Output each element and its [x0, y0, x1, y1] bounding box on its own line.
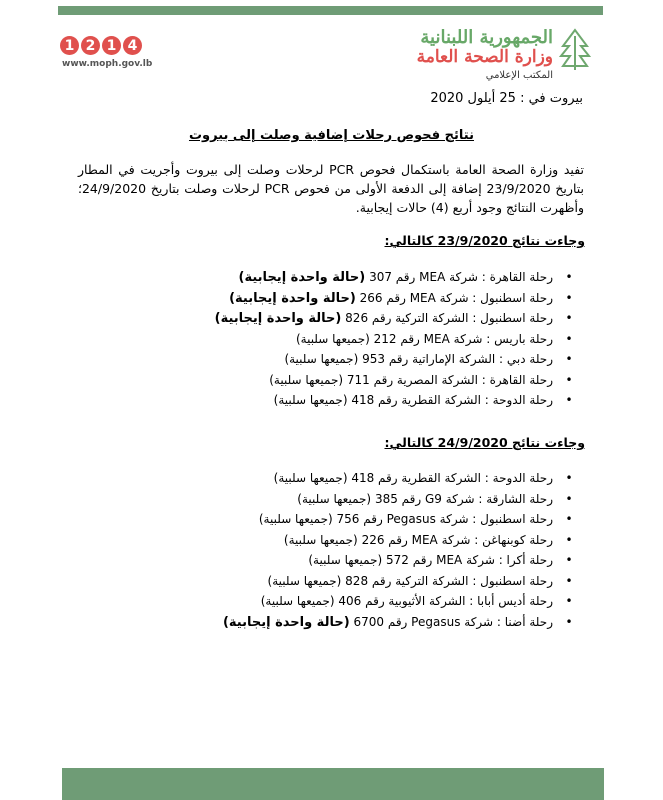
flight-text: رحلة اسطنبول : الشركة التركية رقم 828 (جميعها سلبية): [267, 573, 553, 588]
hotline-digit: 4: [123, 36, 142, 55]
section1-list: [85, 267, 585, 411]
flight-text: رحلة القاهرة : الشركة المصرية رقم 711 (جميعها سلبية): [269, 372, 553, 387]
list-item: [85, 288, 585, 309]
list-item: [85, 509, 585, 530]
hotline-digit: 2: [81, 36, 100, 55]
flight-text: رحلة أضنا : شركة Pegasus رقم 6700: [349, 614, 553, 629]
list-item: [85, 612, 585, 633]
hotline-digit: 1: [102, 36, 121, 55]
list-item: [85, 550, 585, 571]
section2-heading: وجاءت نتائج 24/9/2020 كالتالي:: [384, 435, 585, 450]
positive-result: (حالة واحدة إيجابية): [214, 311, 342, 326]
flight-text: رحلة أكرا : شركة MEA رقم 572 (جميعها سلبية): [308, 553, 553, 567]
list-item: [85, 329, 585, 350]
flight-text: رحلة اسطنبول : الشركة التركية رقم 826: [341, 311, 553, 325]
ministry-logo: [417, 28, 591, 83]
website-url: www.moph.gov.lb: [62, 59, 153, 69]
list-item: [85, 530, 585, 551]
flight-text: رحلة الشارقة : شركة G9 رقم 385 (جميعها سلبية): [297, 491, 553, 506]
flight-text: رحلة كوبنهاغن : شركة MEA رقم 226 (جميعها سلبية): [283, 532, 553, 547]
list-item: [85, 571, 585, 592]
bottom-green-bar: [62, 768, 604, 800]
intro-paragraph: تفيد وزارة الصحة العامة باستكمال فحوص PCR لرحلات وصلت إلى بيروت وأجريت في المطار بتاريخ 23/9/2020 إضافة إلى الدفعة الأولى من فحوص PCR لرحلات وصلت بتاريخ 24/9/2020؛ وأظهرت النتائج وجود أربع (4) حالات إيجابية.: [78, 162, 584, 215]
top-green-bar: [58, 6, 603, 15]
flight-text: رحلة اسطنبول : شركة MEA رقم 266: [355, 290, 553, 305]
positive-result: (حالة واحدة إيجابية): [238, 270, 366, 285]
flight-text: رحلة الدوحة : الشركة القطرية رقم 418 (جميعها سلبية): [273, 393, 553, 407]
flight-text: رحلة الدوحة : الشركة القطرية رقم 418 (جميعها سلبية): [273, 471, 553, 485]
date-line: بيروت في : 25 أيلول 2020: [430, 91, 583, 106]
section2-list: [85, 468, 585, 632]
hotline-digit: 1: [60, 36, 79, 55]
list-item: [85, 591, 585, 612]
list-item: [85, 370, 585, 391]
cedar-icon: [559, 28, 591, 72]
document-title: نتائج فحوص رحلات إضافية وصلت إلى بيروت: [188, 128, 474, 143]
flight-text: رحلة أديس أبابا : الشركة الأثيوبية رقم 406 (جميعها سلبية): [260, 594, 553, 608]
list-item: [85, 267, 585, 288]
list-item: [85, 489, 585, 510]
list-item: [85, 468, 585, 489]
ministry-name: وزارة الصحة العامة: [416, 47, 553, 67]
hotline-badge: [60, 36, 142, 55]
positive-result: (حالة واحدة إيجابية): [222, 614, 350, 630]
section1-heading: وجاءت نتائج 23/9/2020 كالتالي:: [384, 233, 585, 248]
list-item: [85, 349, 585, 370]
flight-text: رحلة القاهرة : شركة MEA رقم 307: [365, 270, 553, 284]
flight-text: رحلة اسطنبول : شركة Pegasus رقم 756 (جميعها سلبية): [258, 512, 553, 526]
flight-text: رحلة دبي : الشركة الإماراتية رقم 953 (جميعها سلبية): [284, 352, 553, 366]
positive-result: (حالة واحدة إيجابية): [229, 290, 356, 306]
flight-text: رحلة باريس : شركة MEA رقم 212 (جميعها سلبية): [295, 331, 553, 346]
office-name: المكتب الإعلامي: [485, 70, 553, 81]
list-item: [85, 390, 585, 411]
republic-name: الجمهورية اللبنانية: [420, 27, 553, 48]
list-item: [85, 308, 585, 329]
